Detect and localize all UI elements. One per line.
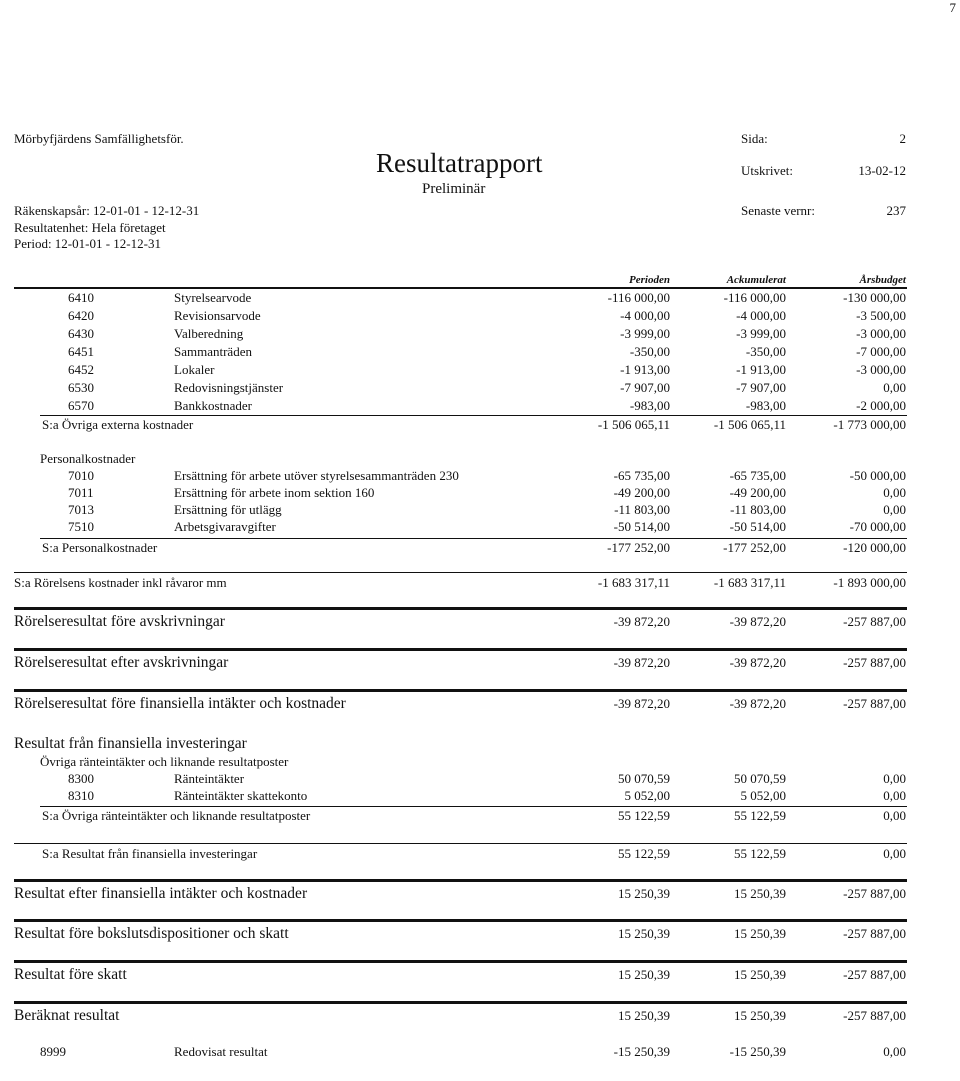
cell-accumulated: 15 250,39 (734, 1008, 786, 1023)
cell-budget: 0,00 (883, 846, 906, 861)
result-rule (14, 919, 907, 922)
cell-period: -7 907,00 (620, 380, 670, 395)
cell-account: 7510 (68, 519, 94, 534)
cell-accumulated: -7 907,00 (736, 380, 786, 395)
cell-account: 6451 (68, 344, 94, 359)
section-heading: Personalkostnader (40, 451, 136, 466)
cell-account-name: Ränteintäkter skattekonto (174, 788, 308, 803)
cell-budget: -50 000,00 (849, 468, 906, 483)
sum-rule (40, 538, 907, 539)
page-number: 7 (949, 0, 956, 15)
cell-budget: -2 000,00 (856, 398, 906, 413)
cell-accumulated: 15 250,39 (734, 886, 786, 901)
result-label: Resultat före skatt (14, 966, 127, 983)
cell-period: -350,00 (629, 344, 670, 359)
cell-budget: -1 893 000,00 (833, 575, 906, 590)
cell-period: -39 872,20 (613, 655, 670, 670)
cell-budget: 0,00 (883, 788, 906, 803)
cell-period: -1 506 065,11 (597, 417, 670, 432)
result-label: Rörelseresultat före avskrivningar (14, 613, 225, 630)
cell-budget: -7 000,00 (856, 344, 906, 359)
result-rule (14, 960, 907, 963)
cell-account-name: Styrelsearvode (174, 290, 252, 305)
subtotal-label: S:a Övriga ränteintäkter och liknande resultatposter (42, 808, 311, 823)
cell-accumulated: -49 200,00 (729, 485, 786, 500)
cell-budget: 0,00 (883, 380, 906, 395)
cell-budget: -3 000,00 (856, 326, 906, 341)
cell-period: -983,00 (629, 398, 670, 413)
cell-period: -3 999,00 (620, 326, 670, 341)
cell-account-name: Ersättning för utlägg (174, 502, 282, 517)
cell-accumulated: 50 070,59 (734, 771, 786, 786)
cell-accumulated: -1 506 065,11 (713, 417, 786, 432)
printed-label: Utskrivet: (741, 163, 793, 178)
cell-period: 15 250,39 (618, 1008, 670, 1023)
cell-accumulated: -177 252,00 (723, 540, 786, 555)
cell-account-name: Sammanträden (174, 344, 252, 359)
cell-budget: -257 887,00 (843, 655, 906, 670)
cell-account: 8300 (68, 771, 94, 786)
cell-account: 6570 (68, 398, 94, 413)
cell-accumulated: 5 052,00 (740, 788, 786, 803)
vernr-value: 237 (886, 203, 906, 218)
result-rule (14, 1001, 907, 1004)
result-label: Resultat efter finansiella intäkter och kostnader (14, 885, 308, 902)
result-label: Rörelseresultat efter avskrivningar (14, 654, 229, 671)
cell-accumulated: -116 000,00 (723, 290, 786, 305)
cell-account: 7010 (68, 468, 94, 483)
cell-accumulated: -50 514,00 (729, 519, 786, 534)
cell-period: -4 000,00 (620, 308, 670, 323)
section-subheading: Övriga ränteintäkter och liknande resultatposter (40, 754, 289, 769)
cell-period: -65 735,00 (613, 468, 670, 483)
cell-budget: -257 887,00 (843, 1008, 906, 1023)
cell-period: -39 872,20 (613, 614, 670, 629)
cell-account-name: Ersättning för arbete utöver styrelsesammanträden 230 (174, 468, 459, 483)
cell-accumulated: -11 803,00 (730, 502, 786, 517)
result-rule (14, 879, 907, 882)
cell-period: 15 250,39 (618, 926, 670, 941)
cell-budget: 0,00 (883, 485, 906, 500)
result-label: Resultat före bokslutsdispositioner och skatt (14, 925, 289, 942)
cell-period: 15 250,39 (618, 886, 670, 901)
cell-account: 6530 (68, 380, 94, 395)
cell-budget: -257 887,00 (843, 614, 906, 629)
cell-period: 5 052,00 (624, 788, 670, 803)
cell-account-name: Lokaler (174, 362, 215, 377)
sum-rule (40, 415, 907, 416)
printed-value: 13-02-12 (858, 163, 906, 178)
cell-period: -15 250,39 (613, 1044, 670, 1059)
cell-accumulated: 55 122,59 (734, 846, 786, 861)
result-label: Beräknat resultat (14, 1007, 120, 1024)
cell-budget: -1 773 000,00 (833, 417, 906, 432)
cell-account: 8999 (40, 1044, 66, 1059)
cell-accumulated: -3 999,00 (736, 326, 786, 341)
result-rule (14, 607, 907, 610)
subtotal-label: S:a Personalkostnader (42, 540, 158, 555)
cell-period: -50 514,00 (613, 519, 670, 534)
report-subtitle: Preliminär (422, 181, 486, 197)
cell-accumulated: 15 250,39 (734, 926, 786, 941)
cell-budget: -257 887,00 (843, 696, 906, 711)
cell-account: 8310 (68, 788, 94, 803)
cell-account: 7011 (68, 485, 94, 500)
cell-period: -177 252,00 (607, 540, 670, 555)
result-rule (14, 648, 907, 651)
result-rule (14, 689, 907, 692)
cell-budget: -130 000,00 (843, 290, 906, 305)
cell-account-name: Redovisat resultat (174, 1044, 268, 1059)
col-header-budget: Årsbudget (859, 274, 906, 286)
cell-account-name: Ränteintäkter (174, 771, 245, 786)
cell-accumulated: -65 735,00 (729, 468, 786, 483)
cell-period: -116 000,00 (607, 290, 670, 305)
cell-budget: 0,00 (883, 808, 906, 823)
cell-accumulated: -350,00 (745, 344, 786, 359)
col-header-period: Perioden (629, 274, 670, 286)
cell-period: -1 913,00 (620, 362, 670, 377)
cell-account: 6410 (68, 290, 94, 305)
cell-budget: -3 000,00 (856, 362, 906, 377)
cell-account-name: Revisionsarvode (174, 308, 261, 323)
cell-budget: -257 887,00 (843, 967, 906, 982)
cell-accumulated: -39 872,20 (729, 655, 786, 670)
header-rule (14, 287, 907, 289)
result-unit: Resultatenhet: Hela företaget (14, 220, 166, 235)
cell-budget: 0,00 (883, 1044, 906, 1059)
cell-account: 7013 (68, 502, 94, 517)
cell-budget: -257 887,00 (843, 926, 906, 941)
vernr-label: Senaste vernr: (741, 203, 816, 218)
result-label: Rörelseresultat före finansiella intäkter och kostnader (14, 695, 346, 712)
sum-rule (14, 572, 907, 573)
cell-accumulated: -1 683 317,11 (713, 575, 786, 590)
cell-accumulated: -983,00 (745, 398, 786, 413)
cell-accumulated: -15 250,39 (729, 1044, 786, 1059)
cell-account: 6452 (68, 362, 94, 377)
cell-period: -39 872,20 (613, 696, 670, 711)
cell-accumulated: -39 872,20 (729, 614, 786, 629)
cell-period: 55 122,59 (618, 808, 670, 823)
cell-account-name: Valberedning (174, 326, 244, 341)
cell-account-name: Ersättning för arbete inom sektion 160 (174, 485, 375, 500)
cell-accumulated: -1 913,00 (736, 362, 786, 377)
period: Period: 12-01-01 - 12-12-31 (14, 236, 161, 251)
page-value: 2 (899, 131, 906, 146)
report-title: Resultatrapport (376, 148, 543, 178)
cell-period: -11 803,00 (614, 502, 670, 517)
cell-budget: -70 000,00 (849, 519, 906, 534)
cell-account: 6420 (68, 308, 94, 323)
cell-period: 50 070,59 (618, 771, 670, 786)
org-name: Mörbyfjärdens Samfällighetsför. (14, 131, 184, 146)
cell-account-name: Bankkostnader (174, 398, 252, 413)
cell-period: -49 200,00 (613, 485, 670, 500)
col-header-accumulated: Ackumulerat (726, 274, 786, 286)
cell-account: 6430 (68, 326, 94, 341)
cell-accumulated: 15 250,39 (734, 967, 786, 982)
section-heading: Resultat från finansiella investeringar (14, 735, 247, 752)
page-label: Sida: (741, 131, 768, 146)
cell-period: 15 250,39 (618, 967, 670, 982)
cell-accumulated: -39 872,20 (729, 696, 786, 711)
fiscal-year: Räkenskapsår: 12-01-01 - 12-12-31 (14, 203, 200, 218)
cell-budget: -257 887,00 (843, 886, 906, 901)
cell-budget: -120 000,00 (843, 540, 906, 555)
cell-budget: 0,00 (883, 771, 906, 786)
subtotal-label: S:a Övriga externa kostnader (42, 417, 194, 432)
cell-budget: 0,00 (883, 502, 906, 517)
cell-budget: -3 500,00 (856, 308, 906, 323)
subtotal-label: S:a Rörelsens kostnader inkl råvaror mm (14, 575, 227, 590)
cell-period: -1 683 317,11 (597, 575, 670, 590)
cell-accumulated: 55 122,59 (734, 808, 786, 823)
cell-account-name: Redovisningstjänster (174, 380, 284, 395)
sum-rule (14, 843, 907, 844)
sum-rule (40, 806, 907, 807)
cell-period: 55 122,59 (618, 846, 670, 861)
cell-accumulated: -4 000,00 (736, 308, 786, 323)
cell-account-name: Arbetsgivaravgifter (174, 519, 276, 534)
subtotal-label: S:a Resultat från finansiella investeringar (42, 846, 258, 861)
